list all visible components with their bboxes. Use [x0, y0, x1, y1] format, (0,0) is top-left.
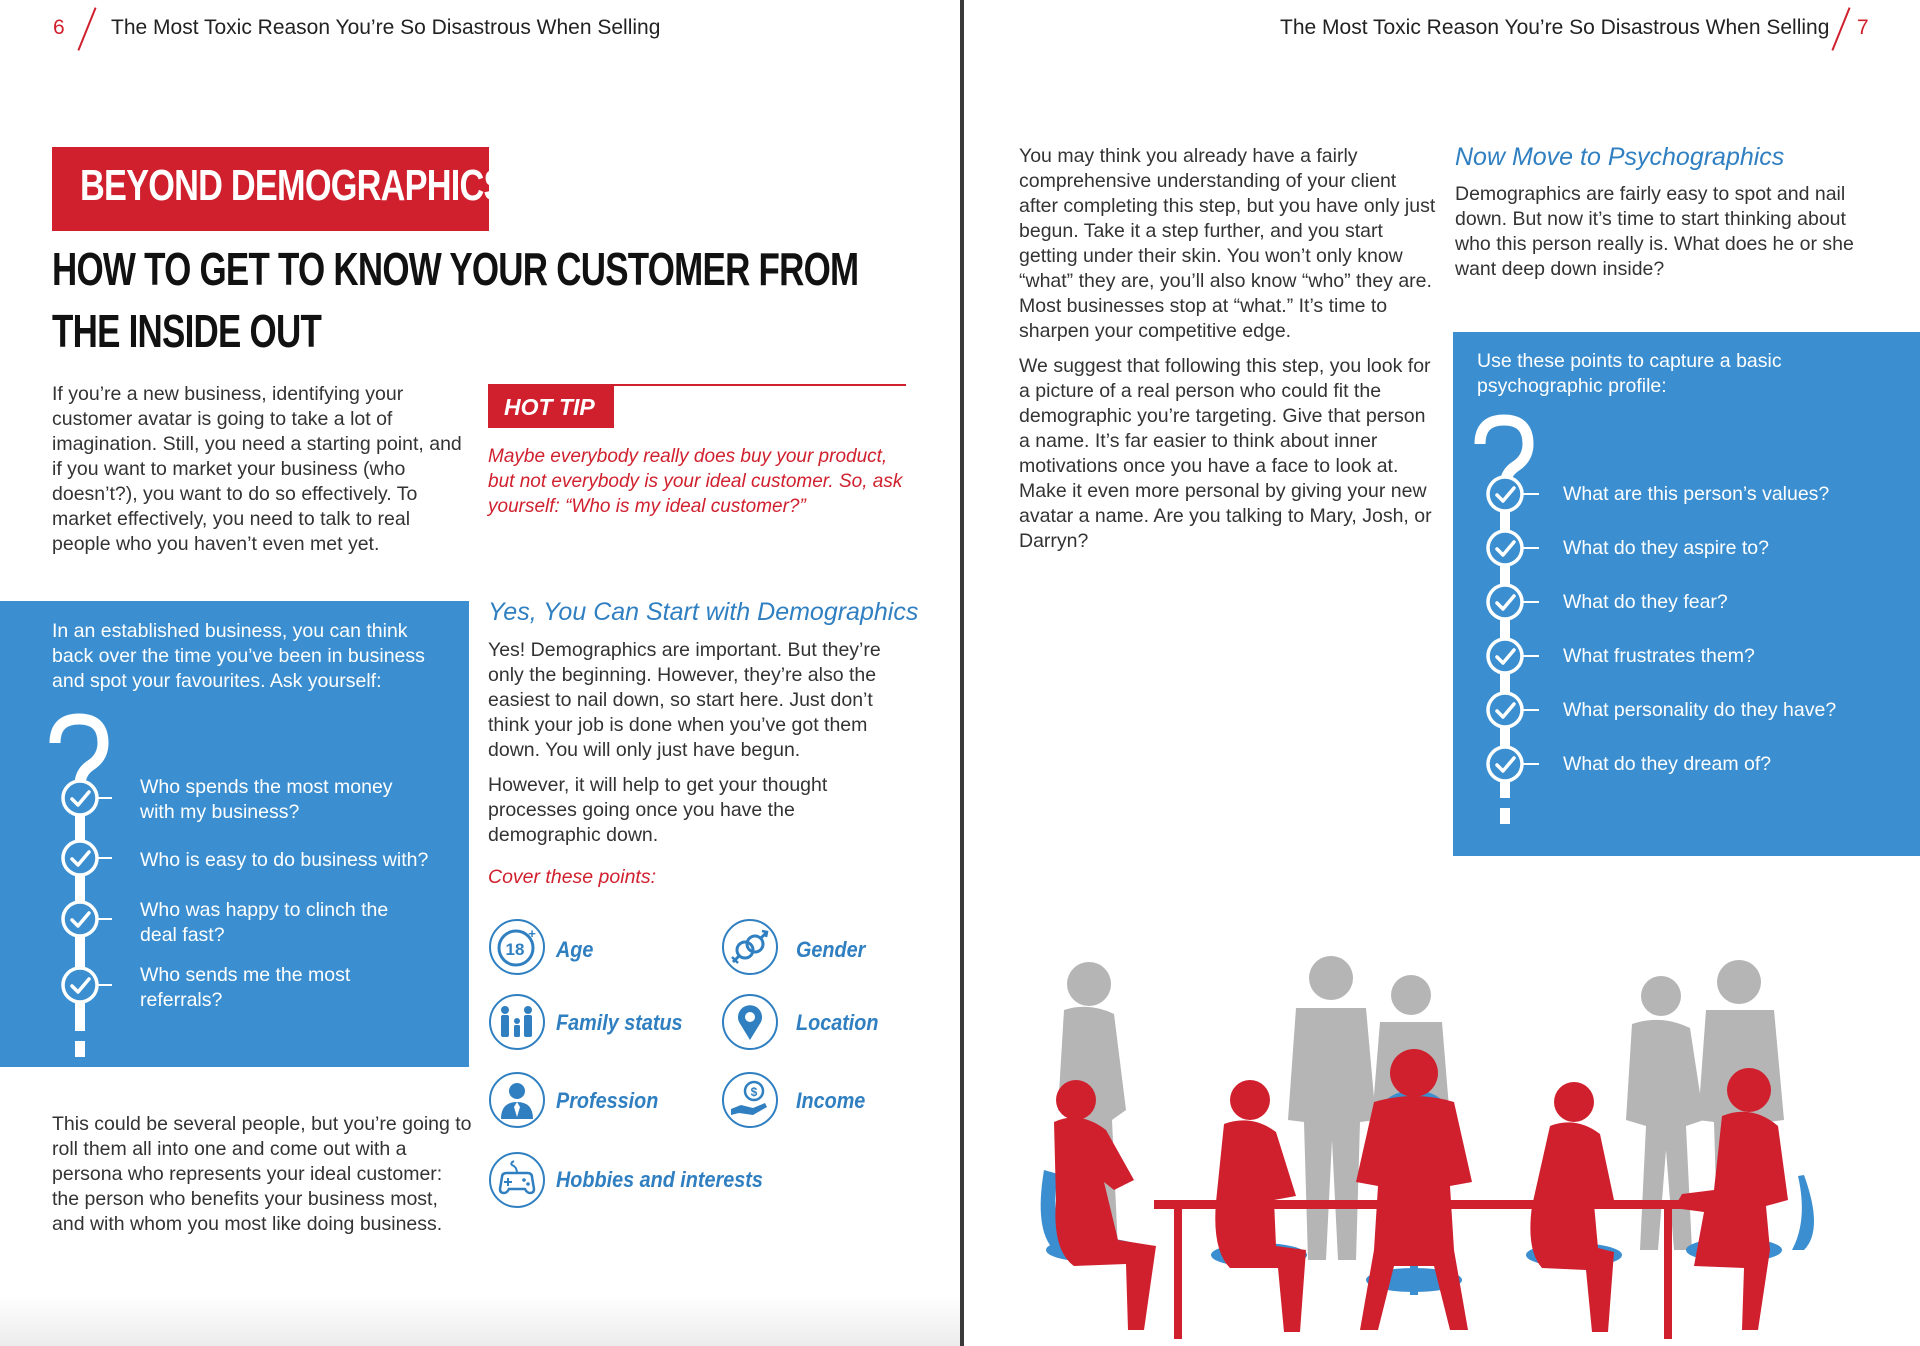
cover-point-label: Profession — [556, 1088, 659, 1113]
psychographic-question: What personality do they have? — [1563, 699, 1837, 721]
profession-icon — [488, 1071, 546, 1129]
income-icon — [721, 1071, 779, 1129]
question-item: Who spends the most money with my business? — [140, 776, 393, 823]
cover-point-label: Gender — [796, 937, 866, 962]
gender-icon — [721, 918, 779, 976]
hot-tip-label: HOT TIP — [488, 386, 614, 428]
cover-point-label: Family status — [556, 1010, 683, 1035]
psychographics-heading: Now Move to Psychographics — [1455, 143, 1785, 171]
banner-title-text: BEYOND DEMOGRAPHICS: — [80, 161, 517, 210]
psychographic-intro: Use these points to capture a basic psychographic profile: — [1477, 350, 1782, 397]
page-number: 7 — [1857, 16, 1869, 39]
cover-point-label: Hobbies and interests — [556, 1167, 763, 1192]
banner-title — [52, 147, 517, 231]
svg-text:+: + — [528, 926, 536, 941]
page-bottom-shade — [0, 1296, 960, 1346]
hot-tip-text: Maybe everybody really does buy your product, but not everybody is your ideal customer. So, ask yourself: “Who is my ideal customer?” — [488, 446, 903, 517]
closing-paragraph: This could be several people, but you’re going to roll them all into one and come out with a persona who represents your ideal customer: the person who benefits your business most, and with whom you most like doing business. — [52, 1113, 472, 1235]
svg-text:$: $ — [750, 1085, 758, 1099]
question-mark-timeline-icon — [48, 713, 112, 1059]
cover-point-label: Location — [796, 1010, 879, 1035]
demographics-heading: Yes, You Can Start with Demographics — [488, 598, 919, 626]
psychographics-paragraph: Demographics are fairly easy to spot and nail down. But now it’s time to start thinking about who this person really is. What does he or she want deep down inside? — [1455, 183, 1854, 280]
psychographic-question: What do they aspire to? — [1563, 537, 1769, 559]
page-number: 6 — [53, 16, 65, 39]
gamepad-icon — [488, 1151, 546, 1209]
psychographic-question: What are this person’s values? — [1563, 483, 1830, 505]
intro-paragraph: If you’re a new business, identifying your customer avatar is going to take a lot of imagination. Still, you need a starting point, and if you want to market your business (who doesn’t?), you want to do so effectively. To market effectively, you need to talk to real people who you haven’t even met yet. — [52, 383, 462, 555]
cover-point-label: Age — [556, 937, 594, 962]
svg-text:18: 18 — [505, 940, 525, 959]
psychographic-profile-box — [1453, 332, 1920, 856]
question-item: Who sends me the most referrals? — [140, 964, 351, 1011]
demographics-paragraph-1: Yes! Demographics are important. But they’re only the beginning. However, they’re also the easiest to nail down, so start here. Just don’t think your job is done when you’ve got them down. You will only just have begun. — [488, 639, 881, 761]
avatar-paragraph-2: We suggest that following this step, you look for a picture of a real person who could fit the demographic you’re targeting. Give that person a name. It’s far easier to think about inner motivations once you have a face to look at. Make it even more personal by giving your new avatar a name. Are you talking to Mary, Josh, or Darryn? — [1019, 355, 1432, 552]
question-item: Who is easy to do business with? — [140, 849, 429, 871]
cover-point-label: Income — [796, 1088, 866, 1113]
running-header: The Most Toxic Reason You’re So Disastrous When Selling — [111, 16, 661, 39]
psychographic-question: What do they fear? — [1563, 591, 1728, 613]
psychographic-question: What do they dream of? — [1563, 753, 1772, 775]
question-mark-timeline-icon — [1473, 414, 1565, 826]
header-slash — [77, 7, 96, 50]
subtitle-line-2: THE INSIDE OUT — [52, 305, 322, 357]
header-slash — [1831, 7, 1850, 50]
business-meeting-illustration — [1014, 950, 1864, 1346]
avatar-paragraph-1: You may think you already have a fairly comprehensive understanding of your client after completing this step, but you have only just begun. Take it a step further, and you start getting under their skin. You won’t only know “what” they are, you’ll also know “who” they are. Most businesses stop at “what.” It’s time to sharpen your competitive edge. — [1019, 145, 1436, 342]
running-header: The Most Toxic Reason You’re So Disastrous When Selling — [1280, 16, 1830, 39]
right-page — [964, 0, 1920, 1346]
age-18-icon — [488, 918, 546, 976]
demographics-paragraph-2: However, it will help to get your thought processes going once you have the demographic down. — [488, 774, 828, 846]
ask-yourself-intro: In an established business, you can think back over the time you’ve been in business and spot your favourites. Ask yourself: — [52, 620, 425, 692]
location-pin-icon — [721, 993, 779, 1051]
subtitle-line-1: HOW TO GET TO KNOW YOUR CUSTOMER FROM — [52, 243, 859, 295]
cover-points-label: Cover these points: — [488, 866, 657, 888]
family-icon — [488, 993, 546, 1051]
ask-yourself-box — [0, 601, 469, 1067]
psychographic-question: What frustrates them? — [1563, 645, 1755, 667]
question-item: Who was happy to clinch the deal fast? — [140, 899, 389, 946]
